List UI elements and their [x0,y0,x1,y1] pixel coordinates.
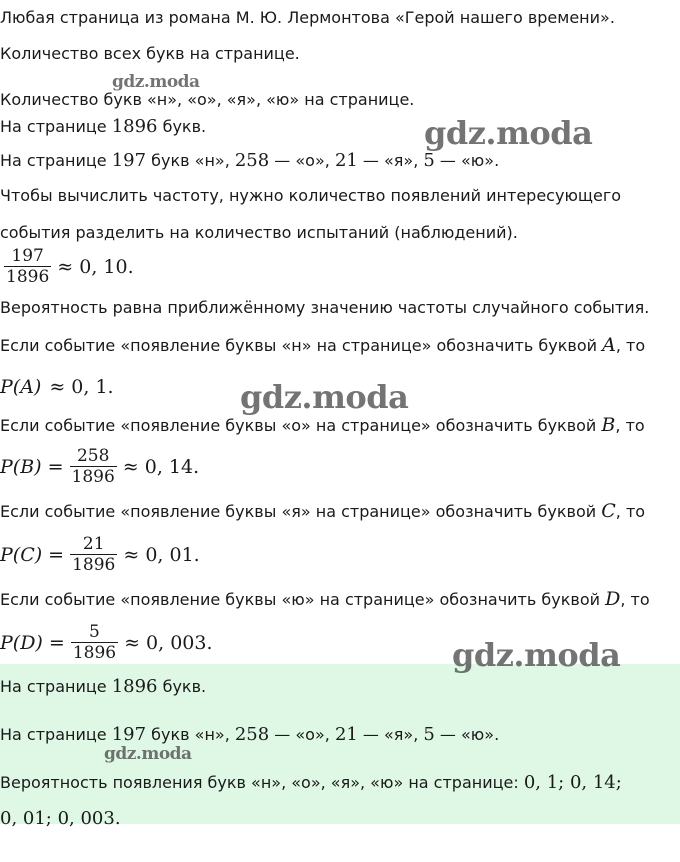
page-total-number: 1896 [111,116,158,137]
fraction-numerator: 21 [82,534,105,554]
event-c-equation [0,534,200,575]
event-letter: A [602,334,616,356]
equation-fraction [70,534,117,575]
event-d-equation [0,622,213,663]
equation-fraction [71,622,118,663]
equation-lhs: P(D) = [0,631,65,654]
answer-total-prefix: На странице [0,677,112,696]
event-tail: , то [615,336,646,355]
fraction-numerator: 5 [89,622,100,642]
answer-counts-prefix: На странице [0,725,112,744]
answer-prob-text [0,772,622,793]
letter-counts-text [0,150,499,171]
answer-prob-prefix: Вероятность появления букв «н», «о», «я», «ю» на странице: [0,773,524,792]
event-text: Если событие «появление буквы «ю» на странице» обозначить буквой [0,590,606,609]
watermark-logo: gdz.moda [104,744,192,764]
equation-fraction [70,446,117,487]
event-letter: B [601,414,616,436]
equation-result: ≈ 0, 1. [49,376,114,398]
event-text: Если событие «появление буквы «я» на странице» обозначить буквой [0,502,602,521]
fraction-denominator: 1896 [72,643,117,663]
count-all-text: Количество всех букв на странице. [0,44,300,63]
event-c-text [0,500,645,522]
task-text: Любая страница из романа М. Ю. Лермонтова «Герой нашего времени». [0,8,615,27]
event-b-equation [0,446,199,487]
answer-prob-values-1: 0, 1; 0, 14; [523,772,622,793]
watermark-logo: gdz.moda [112,72,200,92]
fraction-numerator: 197 [11,246,44,266]
answer-count-yu: 5 [423,724,435,745]
answer-counts-sep-2: — «о», [269,725,335,744]
answer-counts-text [0,724,499,745]
answer-counts-sep-1: букв «н», [146,725,235,744]
watermark-logo: gdz.moda [240,378,409,416]
count-n: 197 [111,150,147,171]
equation-result: ≈ 0, 14. [122,455,200,478]
event-letter: C [601,500,616,522]
page-total-prefix: На странице [0,117,112,136]
counts-sep-3: — «я», [357,151,424,170]
page-total-suffix: букв. [157,117,207,136]
watermark-logo: gdz.moda [424,114,593,152]
answer-counts-sep-3: — «я», [357,725,424,744]
main-fraction-equation [0,246,134,287]
freq-rule-line-2: события разделить на количество испытаний (наблюдений). [0,223,518,242]
answer-count-ya: 21 [334,724,358,745]
answer-total-number: 1896 [111,676,158,697]
count-ya: 21 [334,150,358,171]
fraction-numerator: 258 [76,446,110,466]
fraction-result: ≈ 0, 10. [57,255,134,278]
answer-count-n: 197 [111,724,147,745]
answer-count-o: 258 [234,724,270,745]
count-o: 258 [234,150,270,171]
equation-lhs: P(A) [0,376,42,398]
event-tail: , то [615,502,646,521]
fraction-denominator: 1896 [71,467,115,487]
event-text: Если событие «появление буквы «н» на странице» обозначить буквой [0,336,603,355]
event-tail: , то [615,416,645,435]
freq-rule-line-1: Чтобы вычислить частоту, нужно количество появлений интересующего [0,186,622,205]
main-fraction [4,246,51,287]
fraction-denominator: 1896 [6,267,50,287]
answer-prob-values-2: 0, 01; 0, 003. [0,808,121,829]
fraction-denominator: 1896 [72,555,116,575]
equation-lhs: P(B) = [0,455,64,478]
equation-result: ≈ 0, 01. [123,543,200,566]
counts-suffix: — «ю». [434,151,500,170]
count-letters-text: Количество букв «н», «о», «я», «ю» на странице. [0,90,415,109]
event-letter: D [605,588,621,610]
counts-prefix: На странице [0,151,112,170]
page-total-text [0,116,206,137]
event-d-text [0,588,650,610]
event-a-equation [0,376,114,398]
equation-result: ≈ 0, 003. [124,631,213,654]
counts-sep-2: — «о», [269,151,335,170]
event-tail: , то [620,590,650,609]
event-b-text [0,414,645,436]
answer-total-suffix: букв. [157,677,207,696]
count-yu: 5 [423,150,435,171]
answer-total-text [0,676,206,697]
counts-sep-1: букв «н», [146,151,235,170]
answer-counts-suffix: — «ю». [434,725,500,744]
watermark-logo: gdz.moda [452,636,621,674]
event-a-text [0,334,645,356]
equation-lhs: P(C) = [0,543,65,566]
prob-rule-text: Вероятность равна приближённому значению частоты случайного события. [0,298,650,317]
event-text: Если событие «появление буквы «о» на странице» обозначить буквой [0,416,602,435]
